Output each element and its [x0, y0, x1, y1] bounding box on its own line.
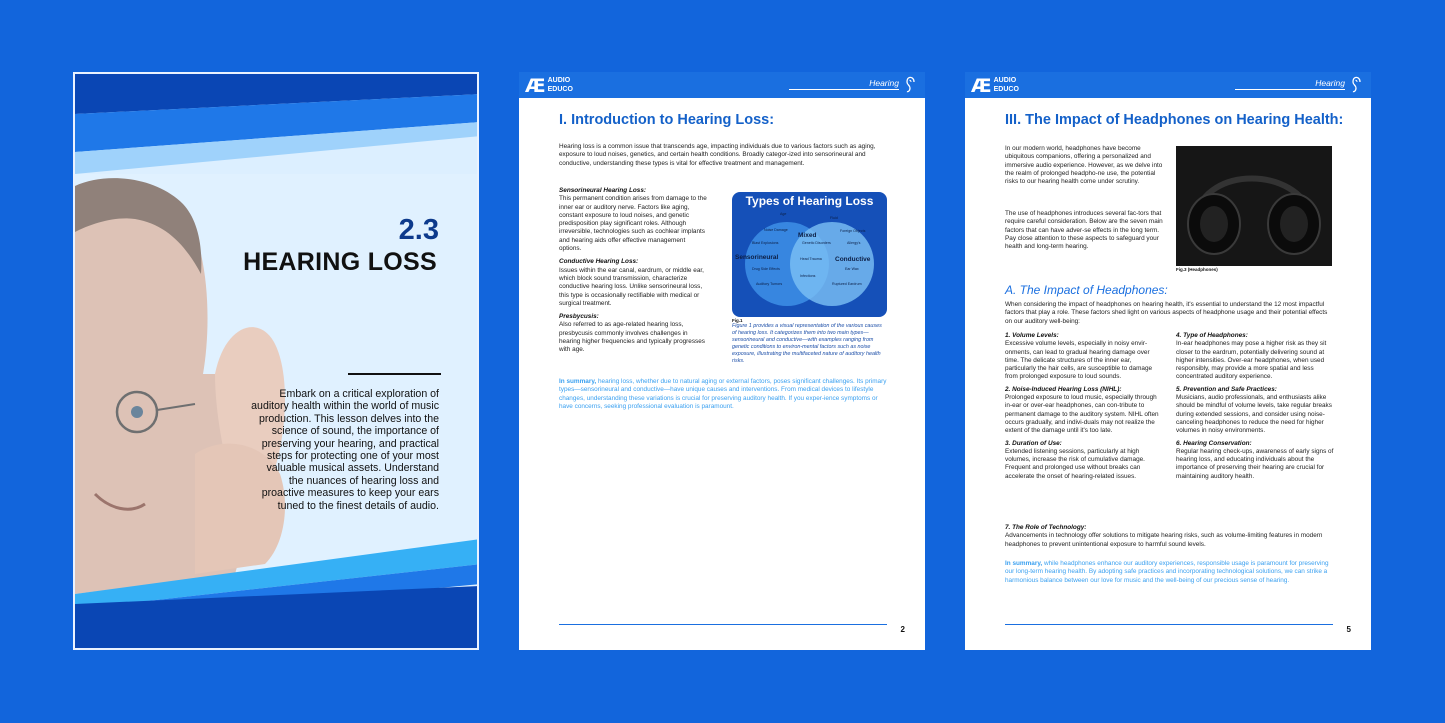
factor-text: Prolonged exposure to loud music, especially through in-ear or over-ear headphones, can con-tribute to permanent damage to the auditory system. NIHL often occurs gradually, and indivi-duals may not realize the extent of the damage until it's too late.: [1005, 394, 1159, 435]
figure-caption-block: [732, 318, 887, 365]
figure-item: Head Trauma: [800, 257, 822, 261]
figure-caption: Figure 1 provides a visual representation of the various causes of hearing loss. It categorizes them into two main types—sensorineural and conductive—with examples ranging from genetic conditions to environ-mental factors such as noise exposure, illustrating the multifaceted nature of auditory health risks.: [732, 323, 882, 364]
intro-paragraph: Hearing loss is a common issue that transcends age, impacting individuals due to various factors such as aging, exposure to loud noises, genetics, and certain health conditions. Broadly categor-ized into sensorineural and conductive, understanding these types is vital for effective treatment and management.: [559, 143, 876, 167]
factor-title: 4. Type of Headphones:: [1176, 332, 1248, 339]
audio-educo-logo: Æ AUDIO EDUCO: [971, 75, 1019, 97]
sensorineural-title: Sensorineural Hearing Loss:: [559, 187, 647, 194]
sensorineural-text: This permanent condition arises from damage to the inner ear or auditory nerve. Factors like aging, constant exposure to loud noises, and genetic predisposition play significant roles. Although irreversible, technologies such as cochlear implants and hearing aids offer effective management options.: [559, 195, 707, 253]
lesson-title: HEARING LOSS: [243, 248, 437, 276]
photo-caption: Fig.3 (Headphones): [1176, 267, 1218, 272]
figure-left-label: Sensorineural: [735, 254, 779, 261]
header-rule: [789, 89, 899, 90]
presbycusis-text: Also referred to as age-related hearing loss, presbycusis commonly involves challenges in hearing higher frequencies and typically progresses with age.: [559, 321, 706, 354]
factor-title: 3. Duration of Use:: [1005, 439, 1062, 447]
lesson-blurb: Embark on a critical exploration of auditory health within the world of music production. This lesson delves into the science of sound, the importance of preserving your hearing, and practical steps for protecting one of your most valuable musical assets. Understand the nuances of hearing loss and proactive measures to keep your ears tuned to the finest details of audio.: [251, 388, 439, 512]
factor-title: 7. The Role of Technology:: [1005, 524, 1087, 531]
page-heading: I. Introduction to Hearing Loss:: [559, 112, 775, 128]
factor-7: [1005, 524, 1333, 549]
types-of-hearing-loss-figure: [732, 192, 887, 317]
figure-item: Ear Wax: [845, 267, 859, 271]
factor-text: In-ear headphones may pose a higher risk as they sit closer to the eardrum, potentially delivering sound at higher intensities. Over-ear headphones, when used responsibly, may provide a more spatial and less concentrated auditory experience.: [1176, 340, 1327, 381]
footer-rule: [1005, 624, 1333, 625]
audio-educo-logo: Æ AUDIO EDUCO: [525, 75, 573, 97]
figure-mid-label: Mixed: [798, 232, 817, 239]
summary-paragraph: In summary, hearing loss, whether due to natural aging or external factors, poses significant challenges. Its primary types—sensorineural and conductive—have unique causes and interventions. From medical devices to lifestyle changes, understanding these variations is crucial for preserving auditory health. If you exper-ience symptoms or have concerns, seeking professional evaluation is paramount.: [559, 378, 887, 410]
ear-icon: [1352, 76, 1362, 93]
subheading: A. The Impact of Headphones:: [1005, 283, 1168, 297]
figure-item: Fluid: [830, 216, 838, 220]
factor-title: 2. Noise-Induced Hearing Loss (NIHL):: [1005, 385, 1122, 393]
figure-item: Drug Side Effects: [752, 267, 780, 271]
figure-item: Age: [780, 212, 787, 216]
lead-paragraph: When considering the impact of headphones on hearing health, it's essential to understand the 12 most impactful factors that play a role. These factors shed light on various aspects of headphone usage and their potential effects on our auditory well-being:: [1005, 301, 1328, 325]
page-heading: III. The Impact of Headphones on Hearing Health:: [1005, 112, 1344, 128]
figure-label: Fig.1: [732, 318, 743, 323]
cover-background: [75, 74, 479, 650]
page-header: [965, 72, 1371, 98]
figure-item: Ruptured Eardrum: [832, 282, 862, 286]
footer-rule: [559, 624, 887, 625]
page-5: [965, 72, 1371, 650]
page-header: [519, 72, 925, 98]
factor-text: Excessive volume levels, especially in noisy envir-onments, can lead to gradual hearing damage over time. The delicate structures of the inner ear, particularly the hair cells, are susceptible to damage from prolonged exposure to loud sounds.: [1005, 340, 1153, 381]
figure-item: Blast Explosions: [752, 241, 779, 245]
factor-text: Musicians, audio professionals, and enthusiasts alike should be mindful of volume levels, take regular breaks during extended sessions, and consider using noise-canceling headphones to reduce the need for higher volumes in noisy environments.: [1176, 394, 1332, 435]
page-number: 2: [900, 625, 905, 634]
ear-icon: [906, 76, 916, 93]
page-2: [519, 72, 925, 650]
factor-title: 6. Hearing Conservation:: [1176, 439, 1252, 447]
headphones-photo: [1176, 146, 1332, 266]
factor-text: Advancements in technology offer solutions to mitigate hearing risks, such as volume-limiting features in modern headphones to prevent unintentional exposure to harmful sound levels.: [1005, 532, 1323, 548]
figure-right-label: Conductive: [835, 256, 871, 263]
section-tag: Hearing: [1315, 78, 1345, 88]
factor-title: 1. Volume Levels:: [1005, 332, 1059, 339]
figure-title: Types of Hearing Loss: [745, 194, 874, 208]
factor-title: 5. Prevention and Safe Practices:: [1176, 385, 1277, 393]
conductive-title: Conductive Hearing Loss:: [559, 258, 639, 266]
factors-left-column: [1005, 332, 1163, 481]
conductive-text: Issues within the ear canal, eardrum, or middle ear, which block sound transmission, characterize conductive hearing loss. Unlike sensorineural loss, this type is occasionally rectifiable with medical or surgical treatment.: [559, 266, 704, 307]
figure-item: Infections: [800, 274, 816, 278]
figure-item: Auditory Tumors: [756, 282, 783, 286]
figure-item: Genetic Disorders: [802, 241, 831, 245]
summary-paragraph: In summary, while headphones enhance our auditory experiences, responsible usage is paramount for preserving our long-term hearing health. By adopting safe practices and incorporating technological solutions, we can strike a harmonious balance between our love for music and the well-being of our precious sense of hearing.: [1005, 560, 1329, 584]
figure-item: Allergy's: [847, 241, 861, 245]
presbycusis-title: Presbycusis:: [559, 313, 599, 321]
intro-paragraph-2: The use of headphones introduces several fac-tors that require careful consideration. Below are the seven main factors that can have adver-se effects in the long term. Pay close attention to these aspects to safeguard your health and long-term hearing.: [1005, 210, 1163, 251]
factors-right-column: [1176, 332, 1334, 481]
header-rule: [1235, 89, 1345, 90]
left-column: [559, 187, 709, 355]
figure-item: Foreign Objects: [840, 229, 866, 233]
title-divider: [348, 373, 441, 375]
cover-page: [73, 72, 479, 650]
factor-text: Regular hearing check-ups, awareness of early signs of hearing loss, and educating individuals about the importance of preserving their hearing are crucial for maintaining auditory health.: [1176, 447, 1334, 480]
factor-text: Extended listening sessions, particularly at high volumes, increase the risk of cumulative damage. Frequent and prolonged use without breaks can accelerate the onset of hearing-related issues.: [1005, 447, 1145, 480]
section-tag: Hearing: [869, 78, 899, 88]
figure-item: Noise Damage: [764, 228, 788, 232]
lesson-number: 2.3: [398, 214, 439, 246]
page-number: 5: [1346, 625, 1351, 634]
intro-paragraph-1: In our modern world, headphones have become ubiquitous companions, offering a personalized and immersive audio experience. However, as we delve into the realm of prolonged headpho-ne use, the potential risks to our hearing health come under scrutiny.: [1005, 145, 1163, 186]
